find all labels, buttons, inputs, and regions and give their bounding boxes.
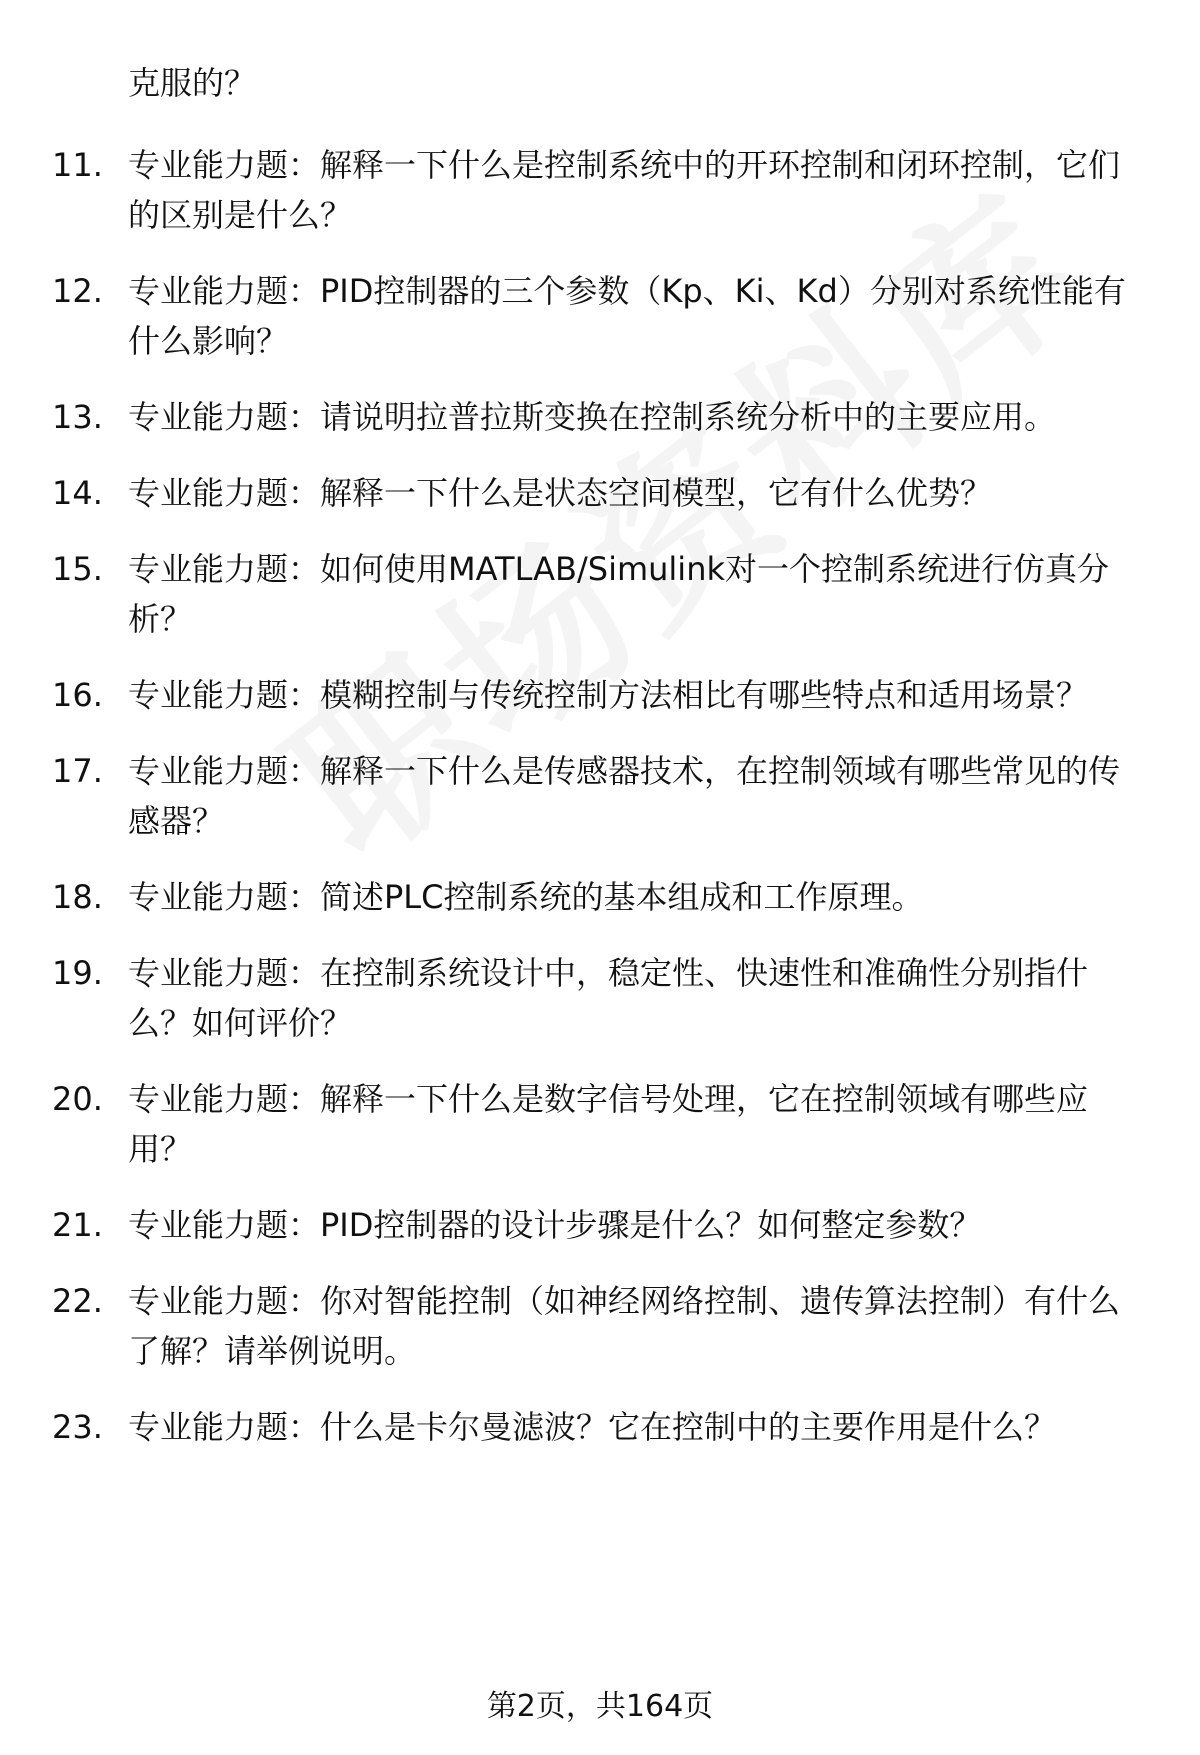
question-number: 23.: [52, 1408, 103, 1446]
question-item: [0, 1200, 1200, 1250]
question-item: [0, 1074, 1200, 1174]
question-number: 22.: [52, 1282, 103, 1320]
question-text: 专业能力题：在控制系统设计中，稳定性、快速性和准确性分别指什么？如何评价？: [128, 954, 1089, 1042]
question-text: 专业能力题：你对智能控制（如神经网络控制、遗传算法控制）有什么了解？请举例说明。: [128, 1282, 1121, 1370]
question-item: [0, 1402, 1200, 1452]
question-number: 11.: [52, 146, 103, 184]
question-item: [0, 670, 1200, 720]
question-item: [0, 1276, 1200, 1376]
question-number: 20.: [52, 1080, 103, 1118]
question-text: 专业能力题：PID控制器的设计步骤是什么？如何整定参数？: [128, 1206, 982, 1244]
continuation-text: 克服的？: [128, 64, 257, 102]
question-list: [0, 140, 1200, 1478]
question-text: 专业能力题：解释一下什么是数字信号处理，它在控制领域有哪些应用？: [128, 1080, 1089, 1168]
question-number: 12.: [52, 272, 103, 310]
question-item: [0, 392, 1200, 442]
question-item: [0, 266, 1200, 366]
question-item: [0, 746, 1200, 846]
question-number: 15.: [52, 550, 103, 588]
question-number: 16.: [52, 676, 103, 714]
question-text: 专业能力题：简述PLC控制系统的基本组成和工作原理。: [128, 878, 924, 916]
question-text: 专业能力题：解释一下什么是控制系统中的开环控制和闭环控制，它们的区别是什么？: [128, 146, 1121, 234]
question-number: 17.: [52, 752, 103, 790]
question-item: [0, 544, 1200, 644]
question-text: 专业能力题：什么是卡尔曼滤波？它在控制中的主要作用是什么？: [128, 1408, 1057, 1446]
question-text: 专业能力题：请说明拉普拉斯变换在控制系统分析中的主要应用。: [128, 398, 1057, 436]
question-item: [0, 140, 1200, 240]
question-item: [0, 872, 1200, 922]
question-number: 13.: [52, 398, 103, 436]
question-item: [0, 948, 1200, 1048]
question-number: 21.: [52, 1206, 103, 1244]
question-number: 18.: [52, 878, 103, 916]
question-number: 19.: [52, 954, 103, 992]
question-text: 专业能力题：解释一下什么是传感器技术，在控制领域有哪些常见的传感器？: [128, 752, 1121, 840]
page-footer: 第2页，共164页: [486, 1689, 714, 1724]
question-item: [0, 468, 1200, 518]
question-text: 专业能力题：如何使用MATLAB/Simulink对一个控制系统进行仿真分析？: [128, 550, 1110, 638]
question-text: 专业能力题：模糊控制与传统控制方法相比有哪些特点和适用场景？: [128, 676, 1089, 714]
question-text: 专业能力题：PID控制器的三个参数（Kp、Ki、Kd）分别对系统性能有什么影响？: [128, 272, 1126, 360]
question-number: 14.: [52, 474, 103, 512]
question-text: 专业能力题：解释一下什么是状态空间模型，它有什么优势？: [128, 474, 993, 512]
